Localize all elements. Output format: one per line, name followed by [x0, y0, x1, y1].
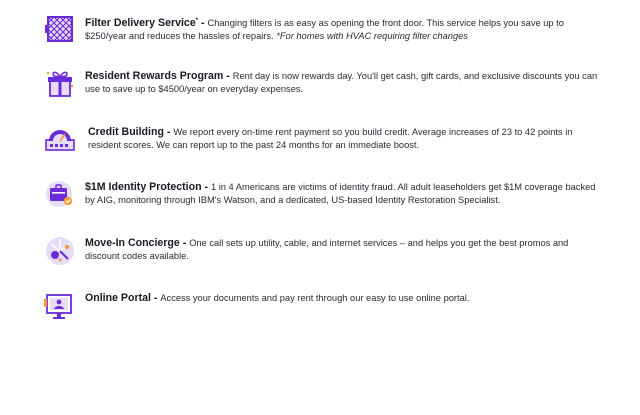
- benefit-text: [88, 126, 604, 151]
- benefit-title: Credit Building: [88, 126, 164, 138]
- concierge-icon: [44, 235, 76, 267]
- benefit-text: [85, 70, 604, 95]
- benefit-description: Rent day is now rewards day. You'll get cash, gift cards, and exclusive discounts you can use to save up to $4500/year on everyday expenses.: [85, 71, 598, 94]
- benefit-description: Changing filters is as easy as opening the front door. This service helps you save up to $250/year and reduces the hassles of repairs.: [85, 18, 564, 41]
- benefit-online-portal: [44, 292, 604, 322]
- benefit-text: [85, 15, 604, 42]
- credit-gauge-icon: [44, 124, 76, 156]
- benefit-credit-building: [44, 126, 604, 156]
- benefit-move-in-concierge: [44, 237, 604, 267]
- benefit-title: Move-In Concierge: [85, 237, 180, 249]
- benefit-identity-protection: [44, 181, 604, 211]
- benefit-description: One call sets up utility, cable, and internet services – and helps you get the best promos and discount codes available.: [85, 238, 569, 261]
- title-separator: -: [223, 70, 233, 82]
- benefit-resident-rewards: [44, 70, 604, 100]
- benefit-description: 1 in 4 Americans are victims of identity fraud. All adult leaseholders get $1M coverage backed by AIG, monitoring through IBM's Watson, and a dedicated, US-based Identity Restoration Specialist.: [85, 182, 596, 205]
- benefit-text: [85, 292, 469, 305]
- title-separator: -: [201, 181, 211, 193]
- benefit-title: Online Portal: [85, 292, 151, 304]
- identity-shield-icon: [44, 179, 76, 211]
- title-separator: -: [198, 17, 208, 30]
- benefit-description: We report every on-time rent payment so you build credit. Average increases of 23 to 42 points in resident scores. We can report up to the past 24 months for an immediate boost.: [88, 127, 573, 150]
- gift-icon: [44, 68, 76, 100]
- benefit-title: Filter Delivery Service: [85, 17, 196, 30]
- benefit-description: Access your documents and pay rent through our easy to use online portal.: [160, 293, 470, 303]
- benefit-footnote: *For homes with HVAC requiring filter changes: [276, 30, 468, 41]
- benefit-title: Resident Rewards Program: [85, 70, 224, 82]
- asterisk-marker: *: [195, 18, 199, 24]
- title-separator: -: [150, 292, 161, 304]
- benefit-filter-delivery: [44, 15, 604, 45]
- benefit-title: $1M Identity Protection: [85, 181, 202, 193]
- benefit-text: [85, 181, 604, 206]
- title-separator: -: [163, 126, 174, 138]
- filter-grid-icon: [44, 13, 76, 45]
- portal-monitor-icon: [44, 290, 76, 322]
- benefit-text: [85, 237, 604, 262]
- title-separator: -: [179, 237, 190, 249]
